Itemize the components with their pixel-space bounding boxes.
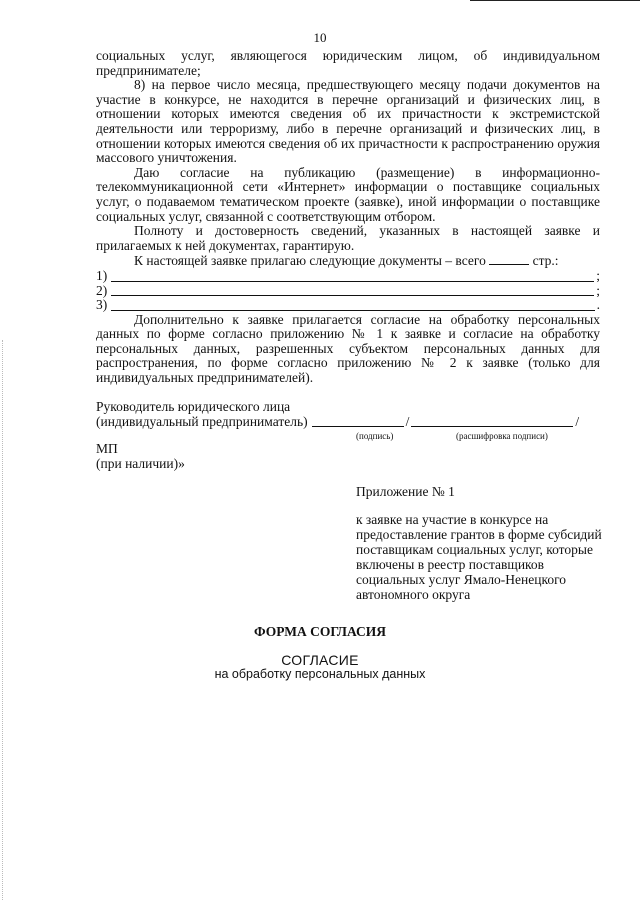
signature-decode-blank[interactable] — [411, 414, 573, 427]
attachments-unit: стр.: — [532, 253, 559, 269]
stamp-label: МП — [96, 441, 118, 456]
consent-title: СОГЛАСИЕ — [281, 652, 359, 668]
attachment-line-2[interactable] — [96, 284, 600, 299]
signature-role: Руководитель юридического лица — [96, 399, 291, 414]
signature-slash-end: / — [575, 414, 580, 429]
annex-reference: к заявке на участие в конкурсе на предоставление грантов в форме субсидий поставщикам социальных услуг, которые включены в реестр поставщиков социальных услуг Ямало-Ненецкого автономного округа — [356, 512, 602, 602]
fill-line — [111, 299, 594, 311]
form-title: ФОРМА СОГЛАСИЯ — [253, 624, 387, 639]
fill-line — [111, 284, 594, 296]
list-punct: ; — [596, 267, 600, 283]
list-punct: . — [596, 297, 600, 313]
signature-role-note: (индивидуальный предприниматель) — [96, 414, 308, 429]
caption-decode: (расшифровка подписи) — [456, 431, 548, 441]
consent-subtitle: на обработку персональных данных — [214, 667, 426, 681]
top-rule — [470, 0, 640, 1]
paragraph-personal-data: Дополнительно к заявке прилагается согласие на обработку персональных данных по форме согласно приложению № 1 к заявке и согласие на обработку персональных данных, разрешенных субъектом персональных данных для распространения, по форме согласно приложению № 2 к заявке (только для индивидуальных предпринимателей). — [96, 311, 600, 386]
scan-edge-line — [2, 340, 3, 900]
signature-blank[interactable] — [312, 414, 404, 427]
list-number: 1) — [96, 267, 108, 283]
body-text — [96, 49, 600, 386]
attachments-text: К настоящей заявке прилагаю следующие документы – всего — [134, 253, 486, 269]
attachment-line-1[interactable] — [96, 269, 600, 284]
paragraph-item-8: 8) на первое число месяца, предшествующего месяцу подачи документов на участие в конкурсе, не находится в перечне организаций и физических лиц, в отношении которых имеются сведения об их причастности к экстремистской деятельности или терроризму, либо в перечне организаций и физических лиц, в отношении которых имеются сведения об их причастности к распространению оружия массового уничтожения. — [96, 77, 600, 166]
signature-row — [96, 414, 606, 429]
paragraph-continuation: социальных услуг, являющегося юридическим лицом, об индивидуальном предпринимателе; — [96, 48, 600, 78]
signature-block — [96, 399, 606, 429]
caption-signature: (подпись) — [356, 431, 394, 441]
attachment-line-3[interactable] — [96, 298, 600, 313]
paragraph-attachments — [96, 253, 600, 269]
list-punct: ; — [596, 282, 600, 298]
list-number: 3) — [96, 297, 108, 313]
page-number: 10 — [313, 30, 327, 45]
paragraph-guarantee: Полноту и достоверность сведений, указанных в настоящей заявке и прилагаемых к ней документах, гарантирую. — [96, 223, 600, 253]
stamp-block — [96, 441, 185, 471]
signature-slash: / — [405, 414, 410, 429]
fill-line — [111, 270, 594, 282]
paragraph-publication-consent: Даю согласие на публикацию (размещение) в информационно-телекоммуникационной сети «Интернет» информации о поставщике социальных услуг, о подаваемом тематическом проекте (заявке), иной информации о поставщике социальных услуг, связанной с соответствующим отбором. — [96, 164, 600, 224]
annex-title: Приложение № 1 — [356, 484, 455, 499]
stamp-note: (при наличии)» — [96, 456, 185, 471]
list-number: 2) — [96, 282, 108, 298]
pages-count-blank[interactable] — [489, 253, 529, 265]
